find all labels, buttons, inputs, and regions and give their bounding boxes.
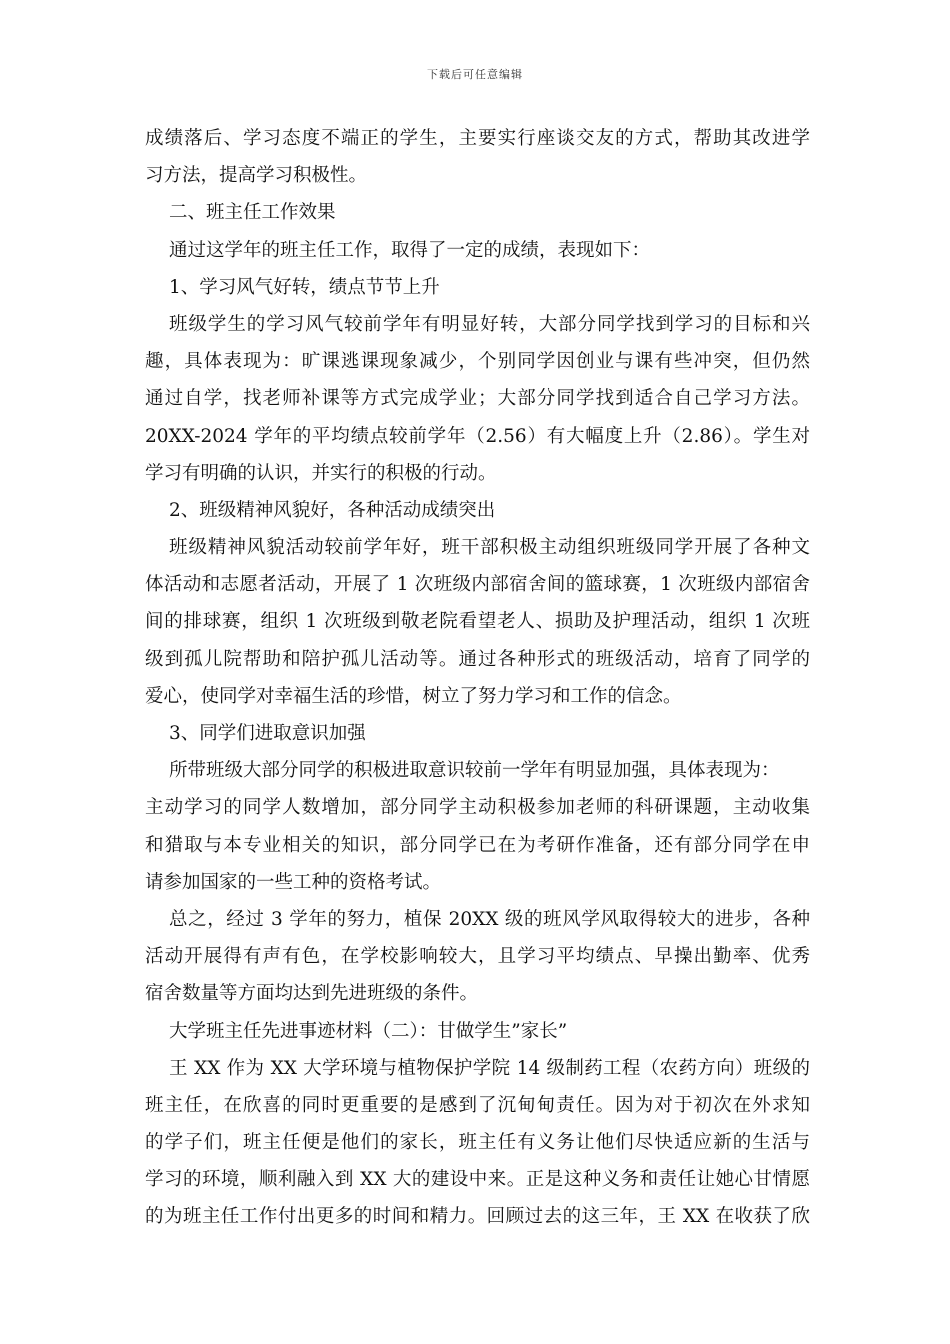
paragraph-line: 爱心，使同学对幸福生活的珍惜，树立了努力学习和工作的信念。 [145, 685, 682, 707]
paragraph-line: 所带班级大部分同学的积极进取意识较前一学年有明显加强，具体表现为： [169, 760, 780, 782]
paragraph-line: 班主任，在欣喜的同时更重要的是感到了沉甸甸责任。因为对于初次在外求知 [145, 1094, 810, 1116]
section-heading: 二、班主任工作效果 [169, 202, 336, 224]
paragraph-line: 的为班主任工作付出更多的时间和精力。回顾过去的这三年，王 XX 在收获了欣 [145, 1206, 810, 1228]
paragraph-line: 体活动和志愿者活动，开展了 1 次班级内部宿舍间的篮球赛，1 次班级内部宿舍 [145, 574, 810, 596]
paragraph-line: 和猎取与本专业相关的知识，部分同学已在为考研作准备，还有部分同学在申 [145, 834, 810, 856]
paragraph-line: 宿舍数量等方面均达到先进班级的条件。 [145, 983, 479, 1005]
paragraph-line: 趣，具体表现为：旷课逃课现象减少，个别同学因创业与课有些冲突，但仍然 [145, 351, 810, 373]
paragraph-line: 通过这学年的班主任工作，取得了一定的成绩，表现如下： [169, 239, 651, 261]
subsection-heading: 3、同学们进取意识加强 [169, 723, 366, 744]
paragraph-line: 成绩落后、学习态度不端正的学生，主要实行座谈交友的方式，帮助其改进学 [145, 128, 810, 149]
paragraph-line: 总之，经过 3 学年的努力，植保 20XX 级的班风学风取得较大的进步，各种 [169, 908, 810, 930]
paragraph-line: 活动开展得有声有色，在学校影响较大，且学习平均绩点、早操出勤率、优秀 [145, 946, 810, 968]
paragraph-line: 的学子们，班主任便是他们的家长，班主任有义务让他们尽快适应新的生活与 [145, 1132, 810, 1154]
paragraph-line: 习方法，提高学习积极性。 [145, 165, 368, 187]
document-body [145, 120, 810, 1236]
paragraph-line: 级到孤儿院帮助和陪护孤儿活动等。通过各种形式的班级活动，培育了同学的 [145, 648, 810, 670]
paragraph-line: 班级学生的学习风气较前学年有明显好转，大部分同学找到学习的目标和兴 [169, 313, 810, 335]
subsection-heading: 2、班级精神风貌好，各种活动成绩突出 [169, 499, 496, 521]
paragraph-line: 班级精神风貌活动较前学年好，班干部积极主动组织班级同学开展了各种文 [169, 537, 810, 559]
paragraph-line: 学习有明确的认识，并实行的积极的行动。 [145, 462, 497, 484]
page-header: 下载后可任意编辑 [427, 68, 523, 81]
paragraph-line: 20XX-2024 学年的平均绩点较前学年（2.56）有大幅度上升（2.86）。学生对 [145, 425, 810, 447]
paragraph-line: 王 XX 作为 XX 大学环境与植物保护学院 14 级制药工程（农药方向）班级的 [169, 1057, 810, 1079]
paragraph-line: 间的排球赛，组织 1 次班级到敬老院看望老人、损助及护理活动，组织 1 次班 [145, 611, 810, 633]
paragraph-line: 请参加国家的一些工种的资格考试。 [145, 871, 442, 893]
subsection-heading: 1、学习风气好转，绩点节节上升 [169, 276, 440, 298]
paragraph-line: 通过自学，找老师补课等方式完成学业；大部分同学找到适合自己学习方法。 [145, 388, 810, 410]
section-heading: 大学班主任先进事迹材料（二）：甘做学生”家长” [169, 1020, 568, 1042]
paragraph-line: 主动学习的同学人数增加，部分同学主动积极参加老师的科研课题，主动收集 [145, 797, 810, 819]
paragraph-line: 学习的环境，顺利融入到 XX 大的建设中来。正是这种义务和责任让她心甘情愿 [145, 1169, 810, 1191]
